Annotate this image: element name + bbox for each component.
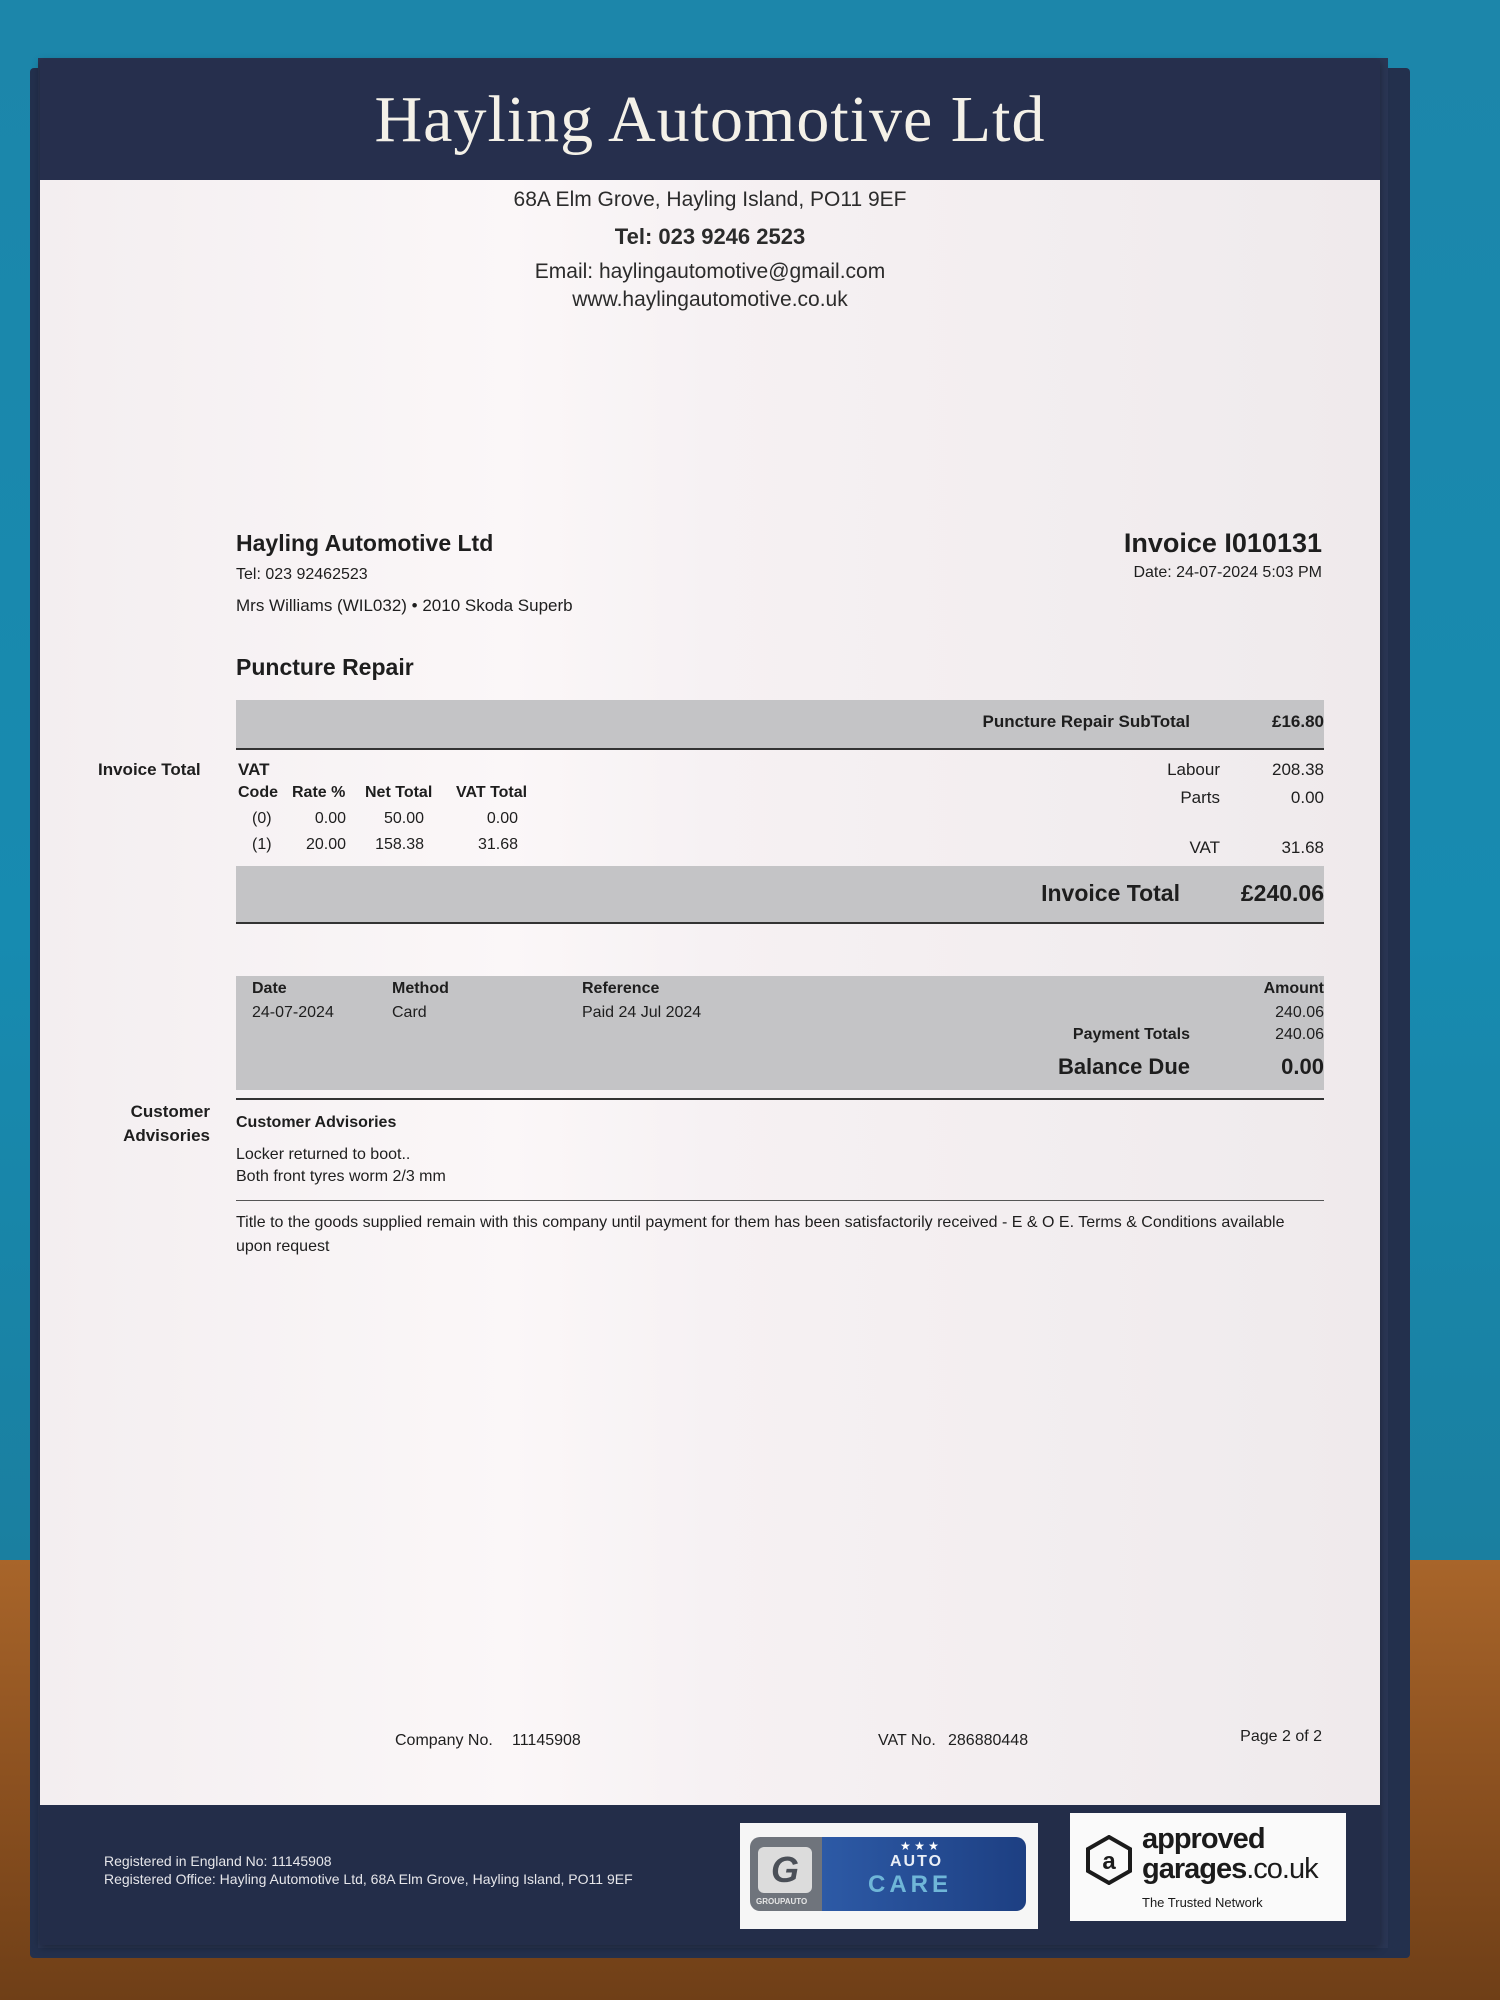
invoice-page (40, 60, 1380, 1945)
advisories-rule (236, 1200, 1324, 1201)
payment-amount: 240.06 (1275, 1004, 1324, 1021)
vat-row-vat: 31.68 (477, 836, 518, 853)
payment-reference: Paid 24 Jul 2024 (582, 1004, 702, 1021)
payment-method: Card (392, 1004, 427, 1021)
approved-garages-logo (1070, 1813, 1346, 1921)
vat-row-rate: 20.00 (305, 836, 346, 853)
invoice-number: Invoice I010131 (1123, 528, 1322, 558)
autocare-word-2: CARE (868, 1871, 953, 1898)
balance-due-label: Balance Due (1057, 1054, 1190, 1079)
vat-row-net: 50.00 (383, 810, 424, 827)
payment-date: 24-07-2024 (252, 1004, 334, 1021)
invoice-total-rule (236, 922, 1324, 924)
balance-due-value: 0.00 (1281, 1054, 1324, 1079)
approved-word: approved (1142, 1823, 1265, 1855)
payments-col-amount: Amount (1263, 980, 1324, 997)
advisories-side-label-2: Advisories (123, 1126, 210, 1145)
vat-row-net: 158.38 (375, 836, 424, 853)
letterhead-website: www.haylingautomotive.co.uk (572, 288, 848, 311)
advisories-side-label-1: Customer (130, 1102, 210, 1121)
payments-col-date: Date (252, 980, 287, 997)
payments-rule (236, 1098, 1324, 1100)
vat-label: VAT (1189, 838, 1220, 857)
vat-heading: VAT (238, 760, 270, 779)
labour-label: Labour (1167, 760, 1220, 779)
terms-text: Title to the goods supplied remain with this company until payment for them has been satisfactorily received - E & O E. Terms & Conditions available (236, 1214, 1285, 1231)
payments-col-method: Method (392, 980, 449, 997)
parts-value: 0.00 (1290, 788, 1324, 807)
subtotal-rule (236, 748, 1324, 750)
payments-col-reference: Reference (582, 980, 660, 997)
subtotal-label: Puncture Repair SubTotal (982, 712, 1190, 731)
vat-value: 31.68 (1281, 838, 1324, 857)
registered-office: Registered Office: Hayling Automotive Ltd, 68A Elm Grove, Hayling Island, PO11 9EF (104, 1871, 633, 1887)
svg-text:a: a (1102, 1848, 1116, 1875)
garages-word: garages (1142, 1853, 1247, 1885)
letterhead-email: Email: haylingautomotive@gmail.com (534, 260, 886, 283)
terms-text: upon request (236, 1238, 330, 1255)
invoice-tel: Tel: 023 92462523 (236, 566, 368, 583)
vat-col-code: Code (238, 784, 278, 801)
company-no-label: Company No. (395, 1732, 493, 1749)
vat-no-label: VAT No. (878, 1732, 936, 1749)
autocare-word-1: AUTO (890, 1853, 944, 1870)
advisory-line: Locker returned to boot.. (236, 1146, 411, 1163)
domain-suffix: .co.uk (1246, 1853, 1318, 1885)
invoice-date: Date: 24-07-2024 5:03 PM (1133, 564, 1322, 581)
vat-col-vat: VAT Total (456, 784, 528, 801)
invoice-total-label: Invoice Total (1041, 880, 1180, 906)
letterhead-company-name: Hayling Automotive Ltd (374, 83, 1046, 156)
letterhead-tel: Tel: 023 9246 2523 (614, 224, 806, 249)
invoice-company: Hayling Automotive Ltd (236, 530, 494, 556)
vat-col-rate: Rate % (292, 784, 346, 801)
vat-no: 286880448 (948, 1732, 1029, 1749)
advisory-line: Both front tyres worm 2/3 mm (236, 1168, 446, 1185)
payment-totals-label: Payment Totals (1072, 1026, 1190, 1043)
advisories-title: Customer Advisories (236, 1114, 397, 1131)
payment-totals-value: 240.06 (1275, 1026, 1324, 1043)
groupauto-g-icon: G (758, 1847, 812, 1893)
invoice-total-value: £240.06 (1240, 880, 1324, 906)
vat-row-code: (0) (252, 810, 272, 827)
approved-tagline: The Trusted Network (1142, 1895, 1263, 1910)
letterhead-address: 68A Elm Grove, Hayling Island, PO11 9EF (513, 188, 907, 211)
vat-row-rate: 0.00 (314, 810, 346, 827)
subtotal-value: £16.80 (1272, 712, 1324, 731)
vat-row-vat: 0.00 (486, 810, 518, 827)
approved-garages-a-icon (1086, 1835, 1132, 1885)
footer-band (40, 1805, 1380, 1945)
company-no: 11145908 (512, 1732, 581, 1749)
page-number: Page 2 of 2 (1240, 1728, 1322, 1745)
invoice-total-side-label: Invoice Total (98, 760, 201, 779)
parts-label: Parts (1180, 788, 1220, 807)
groupauto-label: GROUPAUTO (756, 1897, 808, 1906)
groupauto-autocare-logo (740, 1823, 1038, 1929)
customer-vehicle: Mrs Williams (WIL032) • 2010 Skoda Superb (236, 596, 573, 615)
letterhead-banner (40, 60, 1380, 180)
vat-row-code: (1) (252, 836, 272, 853)
labour-value: 208.38 (1272, 760, 1324, 779)
vat-col-net: Net Total (365, 784, 433, 801)
section-title: Puncture Repair (236, 654, 414, 680)
stars-icon: ★ ★ ★ (900, 1839, 939, 1853)
registered-number: Registered in England No: 11145908 (104, 1853, 332, 1869)
